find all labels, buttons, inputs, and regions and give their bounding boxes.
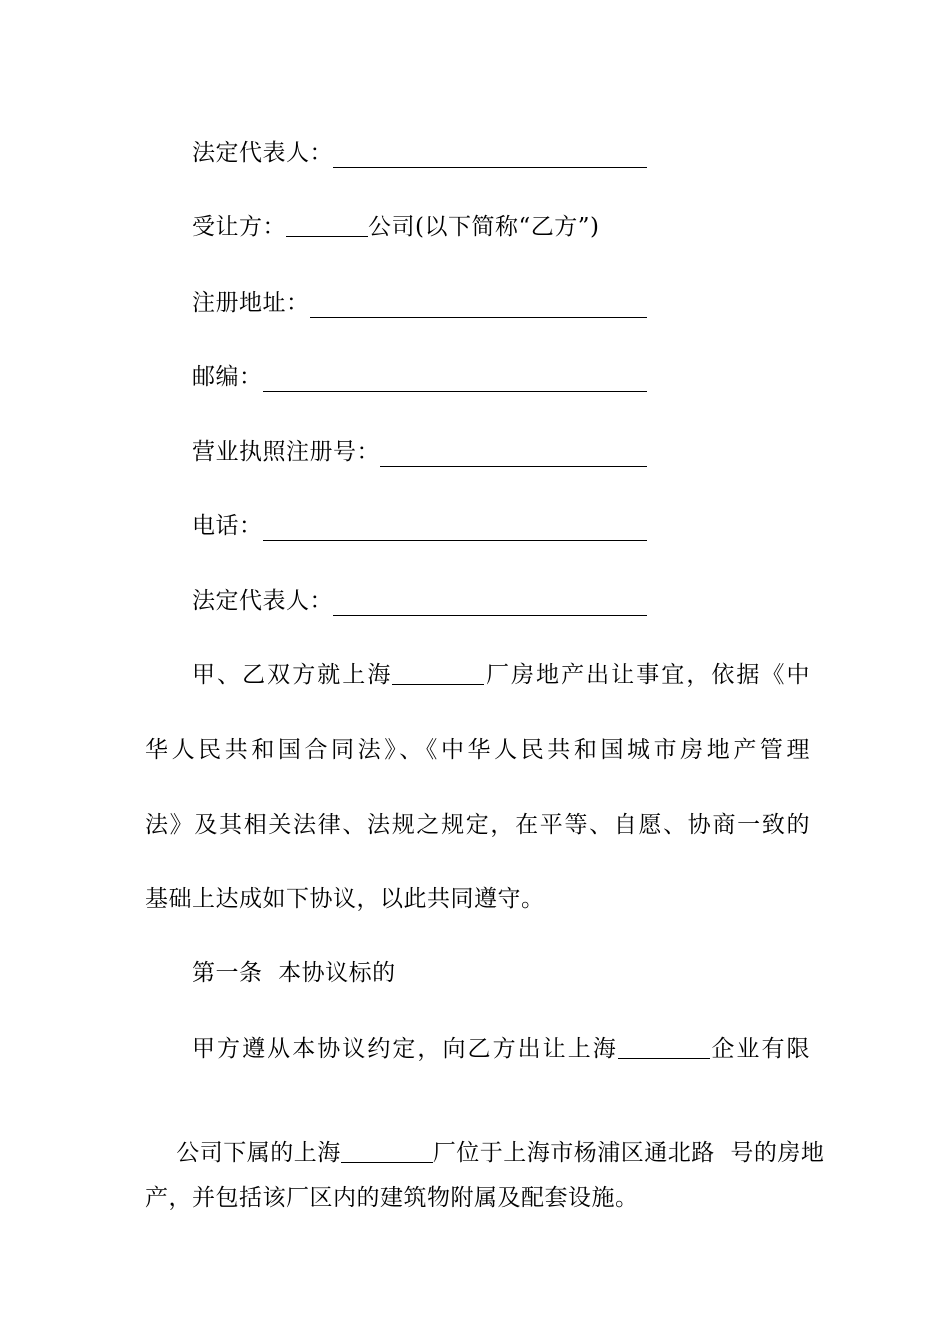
paragraph-1-line-2: 华人民共和国合同法》、《中华人民共和国城市房地产管理 [145, 737, 810, 763]
blank-line [333, 143, 647, 168]
article-1-heading: 第一条 本协议标的 [192, 960, 396, 986]
legal-representative-field-b [192, 586, 647, 616]
paragraph-2-line-3: 产，并包括该厂区内的建筑物附属及配套设施。 [145, 1185, 639, 1211]
blank-line [333, 591, 647, 616]
paragraph-1-line-1 [192, 660, 810, 690]
paragraph-1-line-4: 基础上达成如下协议，以此共同遵守。 [145, 886, 545, 912]
field-label: 邮编： [192, 364, 263, 390]
field-label: 营业执照注册号： [192, 439, 380, 465]
text-segment: 公司下属的上海 [176, 1140, 341, 1166]
field-label-suffix: 公司(以下简称“乙方”) [368, 214, 600, 240]
registered-address-field [192, 288, 647, 318]
field-label: 法定代表人： [192, 588, 333, 614]
blank-line [618, 1034, 710, 1059]
business-license-field [192, 437, 647, 467]
field-label: 电话： [192, 513, 263, 539]
text-segment: 厂位于上海市杨浦区通北路 号的房地 [432, 1140, 825, 1166]
text-segment: 厂房地产出让事宜，依据《中 [484, 662, 811, 688]
paragraph-1-line-3: 法》及其相关法律、法规之规定，在平等、自愿、协商一致的 [145, 812, 810, 838]
blank-line [263, 516, 648, 541]
text-segment: 甲、乙双方就上海 [192, 662, 393, 688]
paragraph-2-line-1 [192, 1034, 810, 1064]
blank-line [310, 293, 648, 318]
phone-field [192, 511, 647, 541]
field-label: 注册地址： [192, 290, 310, 316]
legal-representative-field-a [192, 138, 647, 168]
transferee-field [192, 212, 810, 242]
text-segment: 甲方遵从本协议约定，向乙方出让上海 [192, 1036, 618, 1062]
blank-line [341, 1138, 433, 1163]
blank-line [392, 660, 484, 685]
field-label: 法定代表人： [192, 140, 333, 166]
blank-line [380, 442, 647, 467]
field-label: 受让方： [192, 214, 286, 240]
blank-line [263, 367, 648, 392]
text-segment: 企业有限 [709, 1036, 811, 1062]
blank-line [286, 212, 368, 237]
postcode-field [192, 362, 647, 392]
